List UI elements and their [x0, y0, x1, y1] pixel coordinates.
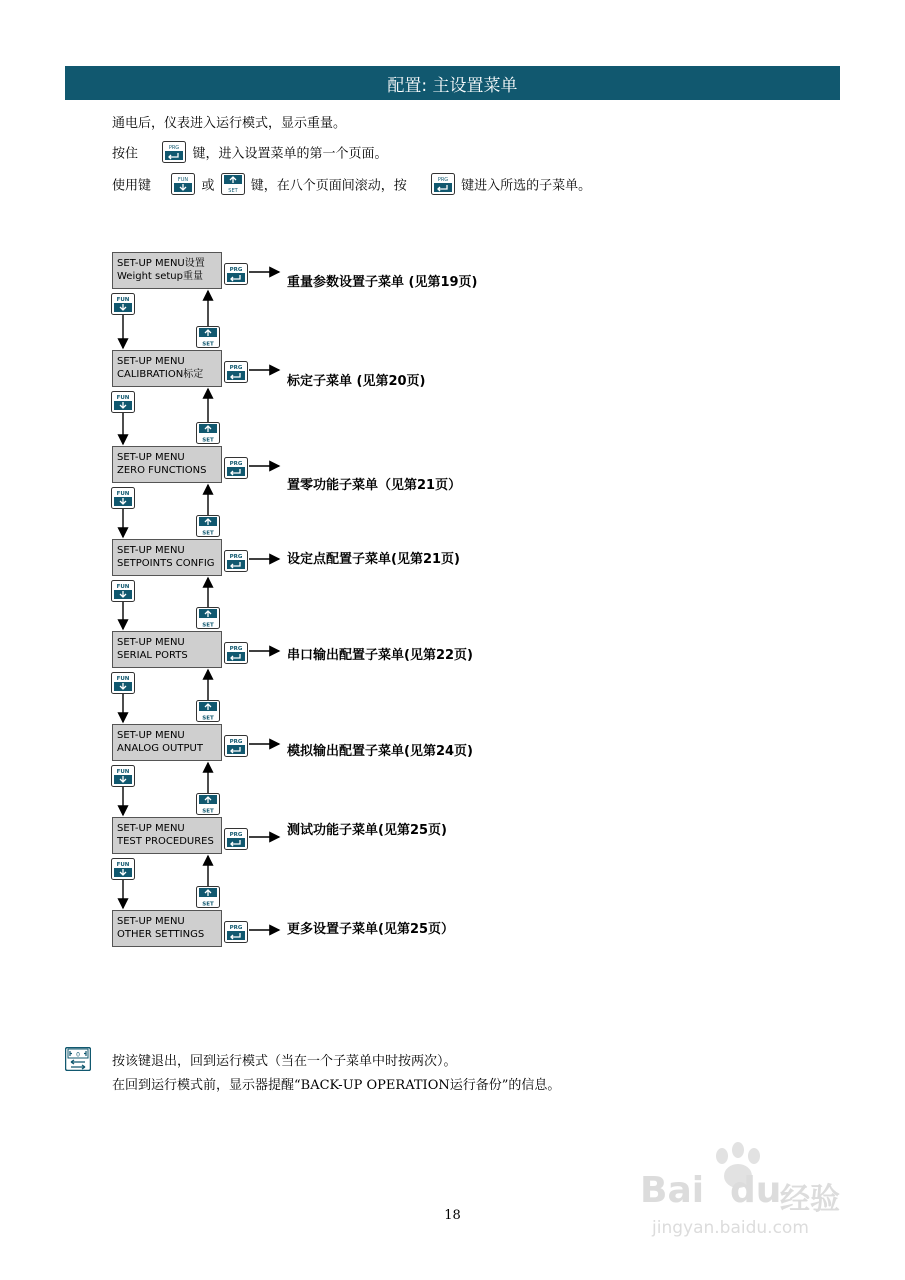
menu-line-2: Weight setup重量 [117, 271, 203, 282]
svg-text:FUN: FUN [116, 862, 130, 868]
prg-key-icon [224, 263, 248, 285]
menu-line-1: SET-UP MENU [117, 452, 185, 463]
setup-menu-box [112, 910, 222, 947]
menu-line-1: SET-UP MENU [117, 730, 185, 741]
menu-line-1: SET-UP MENU [117, 916, 185, 927]
watermark-text-jingyan: 经验 [780, 1182, 840, 1217]
set-key-icon [196, 422, 220, 444]
svg-text:FUN: FUN [116, 491, 130, 497]
svg-text:0: 0 [76, 1051, 80, 1059]
setup-menu-box [112, 446, 222, 483]
prg-key-icon [224, 735, 248, 757]
svg-text:PRG: PRG [169, 145, 180, 151]
set-key-icon [196, 607, 220, 629]
intro-text-1: 通电后，仪表进入运行模式，显示重量。 [112, 116, 347, 131]
menu-line-1: SET-UP MENU设置 [117, 258, 205, 269]
setup-menu-box [112, 817, 222, 854]
set-key-icon [196, 793, 220, 815]
svg-text:FUN: FUN [116, 584, 130, 590]
exit-key-icon [65, 1047, 91, 1075]
prg-key-icon [224, 361, 248, 383]
menu-line-2: ANALOG OUTPUT [117, 743, 203, 754]
set-key-icon [196, 515, 220, 537]
submenu-description: 设定点配置子菜单(见第21页) [287, 552, 460, 567]
submenu-description: 模拟输出配置子菜单(见第24页) [287, 744, 473, 759]
footer-note-line-1: 按该键退出，回到运行模式（当在一个子菜单中时按两次）。 [112, 1054, 457, 1069]
watermark-text-du: du [730, 1170, 782, 1211]
set-key-icon [196, 700, 220, 722]
submenu-description: 测试功能子菜单(见第25页) [287, 823, 447, 838]
page-title: 配置: 主设置菜单 [387, 75, 518, 96]
fun-key-icon [111, 487, 135, 509]
svg-text:SET: SET [202, 622, 214, 629]
set-key-icon [196, 326, 220, 348]
menu-line-2: CALIBRATION标定 [117, 369, 204, 380]
svg-text:FUN: FUN [178, 177, 189, 183]
setup-menu-box [112, 350, 222, 387]
menu-line-2: OTHER SETTINGS [117, 929, 205, 940]
svg-text:FUN: FUN [116, 676, 130, 682]
svg-text:FUN: FUN [116, 297, 130, 303]
menu-line-1: SET-UP MENU [117, 823, 185, 834]
menu-line-1: SET-UP MENU [117, 637, 185, 648]
submenu-description: 更多设置子菜单(见第25页） [287, 922, 455, 937]
svg-text:FUN: FUN [116, 395, 130, 401]
submenu-description: 标定子菜单 (见第20页) [287, 374, 426, 389]
intro-text-3-or: 或 [201, 178, 215, 194]
set-key-icon [196, 886, 220, 908]
page-number: 18 [444, 1208, 461, 1223]
prg-key-icon [224, 457, 248, 479]
svg-text:FUN: FUN [116, 769, 130, 775]
menu-line-1: SET-UP MENU [117, 545, 185, 556]
fun-key-icon [111, 765, 135, 787]
svg-text:PRG: PRG [229, 646, 243, 652]
setup-menu-box [112, 252, 222, 289]
intro-text-3b: 键，在八个页面间滚动，按 [250, 178, 407, 194]
menu-line-1: SET-UP MENU [117, 356, 185, 367]
svg-text:PRG: PRG [229, 739, 243, 745]
intro-text-2a: 按住 [112, 146, 139, 162]
intro-text-2b: 键，进入设置菜单的第一个页面。 [192, 146, 388, 162]
intro-text-3c: 键进入所选的子菜单。 [461, 178, 592, 194]
svg-text:PRG: PRG [229, 365, 243, 371]
submenu-description: 置零功能子菜单（见第21页） [287, 478, 462, 493]
fun-key-icon [111, 580, 135, 602]
prg-key-icon [224, 828, 248, 850]
setup-menu-box [112, 724, 222, 761]
svg-text:PRG: PRG [229, 461, 243, 467]
intro-text-3a: 使用键 [112, 178, 152, 194]
svg-text:SET: SET [202, 901, 214, 908]
setup-menu-box [112, 631, 222, 668]
svg-text:PRG: PRG [229, 554, 243, 560]
menu-line-2: TEST PROCEDURES [117, 836, 214, 847]
watermark-text-bai: Bai [640, 1170, 705, 1211]
submenu-description: 重量参数设置子菜单 (见第19页) [287, 275, 478, 290]
svg-text:PRG: PRG [229, 832, 243, 838]
menu-line-2: SETPOINTS CONFIG [117, 558, 215, 569]
prg-key-icon [224, 550, 248, 572]
svg-text:SET: SET [202, 341, 214, 348]
svg-text:SET: SET [202, 808, 214, 815]
menu-line-2: ZERO FUNCTIONS [117, 465, 207, 476]
svg-text:SET: SET [202, 530, 214, 537]
svg-text:SET: SET [227, 188, 238, 194]
submenu-description: 串口输出配置子菜单(见第22页) [287, 648, 473, 663]
svg-text:PRG: PRG [229, 267, 243, 273]
svg-text:PRG: PRG [229, 925, 243, 931]
menu-line-2: SERIAL PORTS [117, 650, 188, 661]
fun-key-icon [111, 672, 135, 694]
footer-note-line-2: 在回到运行模式前，显示器提醒“BACK-UP OPERATION运行备份”的信息。 [112, 1078, 561, 1093]
svg-text:PRG: PRG [437, 177, 449, 183]
prg-key-icon [224, 921, 248, 943]
baidu-watermark [640, 1140, 870, 1240]
fun-key-icon [111, 391, 135, 413]
watermark-url: jingyan.baidu.com [652, 1218, 809, 1238]
svg-text:SET: SET [202, 715, 214, 722]
fun-key-icon [111, 293, 135, 315]
svg-text:SET: SET [202, 437, 214, 444]
fun-key-icon [111, 858, 135, 880]
setup-menu-box [112, 539, 222, 576]
prg-key-icon [224, 642, 248, 664]
